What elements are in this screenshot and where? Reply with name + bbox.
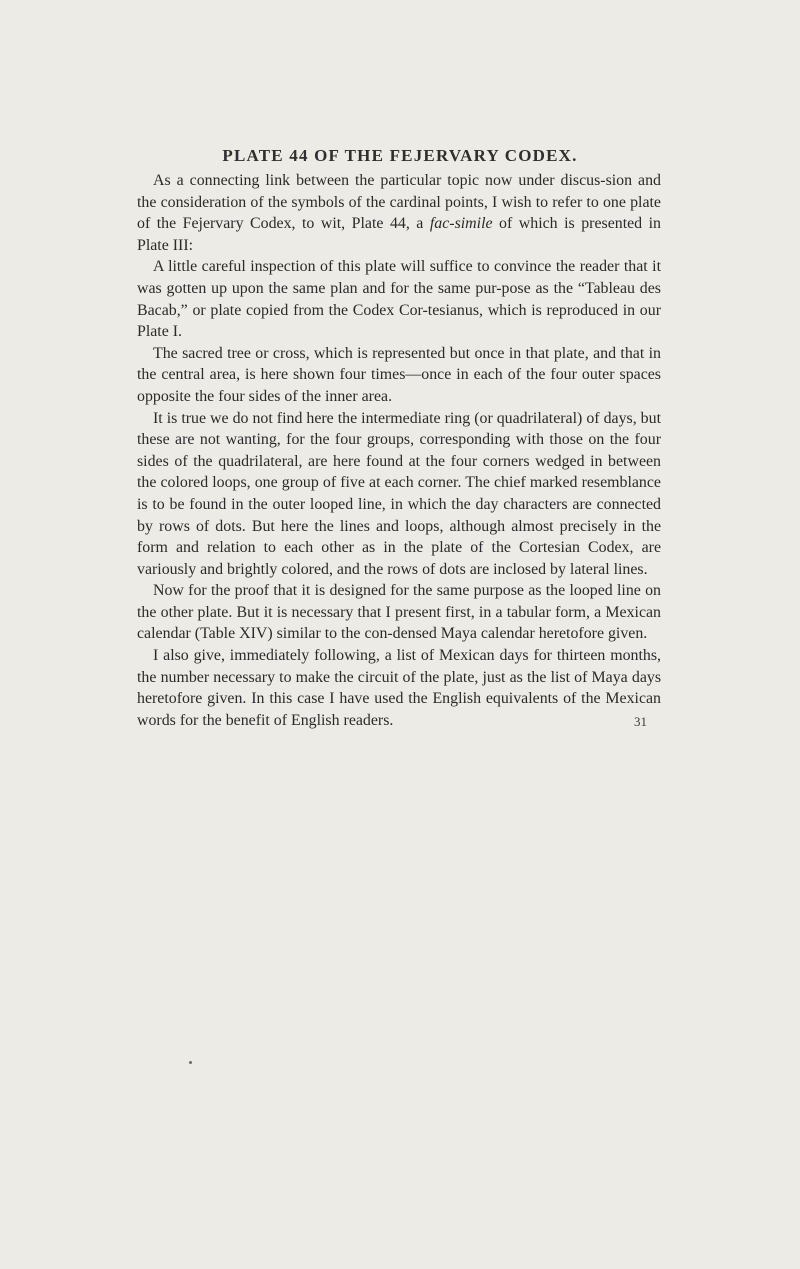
paragraph-2: A little careful inspection of this plate will suffice to convince the reader that it was gotten up upon the same plan and for the same pur-pose as the “Tableau des Bacab,” or plate copied from the Codex Cor-tesianus, which is reproduced in our Plate I. <box>137 258 661 341</box>
paragraph-1-text-b: of which is presented in Plate III: <box>137 215 661 254</box>
paragraph-1 <box>137 170 661 256</box>
paragraph-4: It is true we do not find here the intermediate ring (or quadrilateral) of days, but these are not wanting, for the four groups, corresponding with those on the four sides of the quadrilateral, are here found at the four corners wedged in between the colored loops, one group of five at each corner. The chief marked resemblance is to be found in the outer looped line, in which the day characters are connected by rows of dots. But here the lines and loops, although almost precisely in the form and relation to each other as in the plate of the Cortesian Codex, are variously and brightly colored, and the rows of dots are inclosed by lateral lines. <box>137 409 661 578</box>
page-heading: PLATE 44 OF THE FEJERVARY CODEX. <box>222 146 578 165</box>
paragraph-1-text-a: As a connecting link between the particular topic now under discus-sion and the consideration of the symbols of the cardinal points, I wish to refer to one plate of the Fejervary Codex, to wit, Plate 44, a <box>137 172 661 233</box>
paragraph-3: The sacred tree or cross, which is represented but once in that plate, and that in the central area, is here shown four times—once in each of the four outer spaces opposite the four sides of the inner area. <box>137 344 661 405</box>
body-text <box>137 170 661 731</box>
paragraph-5: Now for the proof that it is designed for the same purpose as the looped line on the other plate. But it is necessary that I present first, in a tabular form, a Mexican calendar (Table XIV) similar to the con-densed Maya calendar heretofore given. <box>137 582 661 643</box>
paper-speck <box>189 1061 192 1064</box>
page-number: 31 <box>634 714 647 729</box>
paragraph-1-italic: fac-simile <box>429 215 493 233</box>
paragraph-6: I also give, immediately following, a list of Mexican days for thirteen months, the number necessary to make the circuit of the plate, just as the list of Maya days heretofore given. In this case I have used the English equivalents of the Mexican words for the benefit of English readers. <box>137 647 661 729</box>
